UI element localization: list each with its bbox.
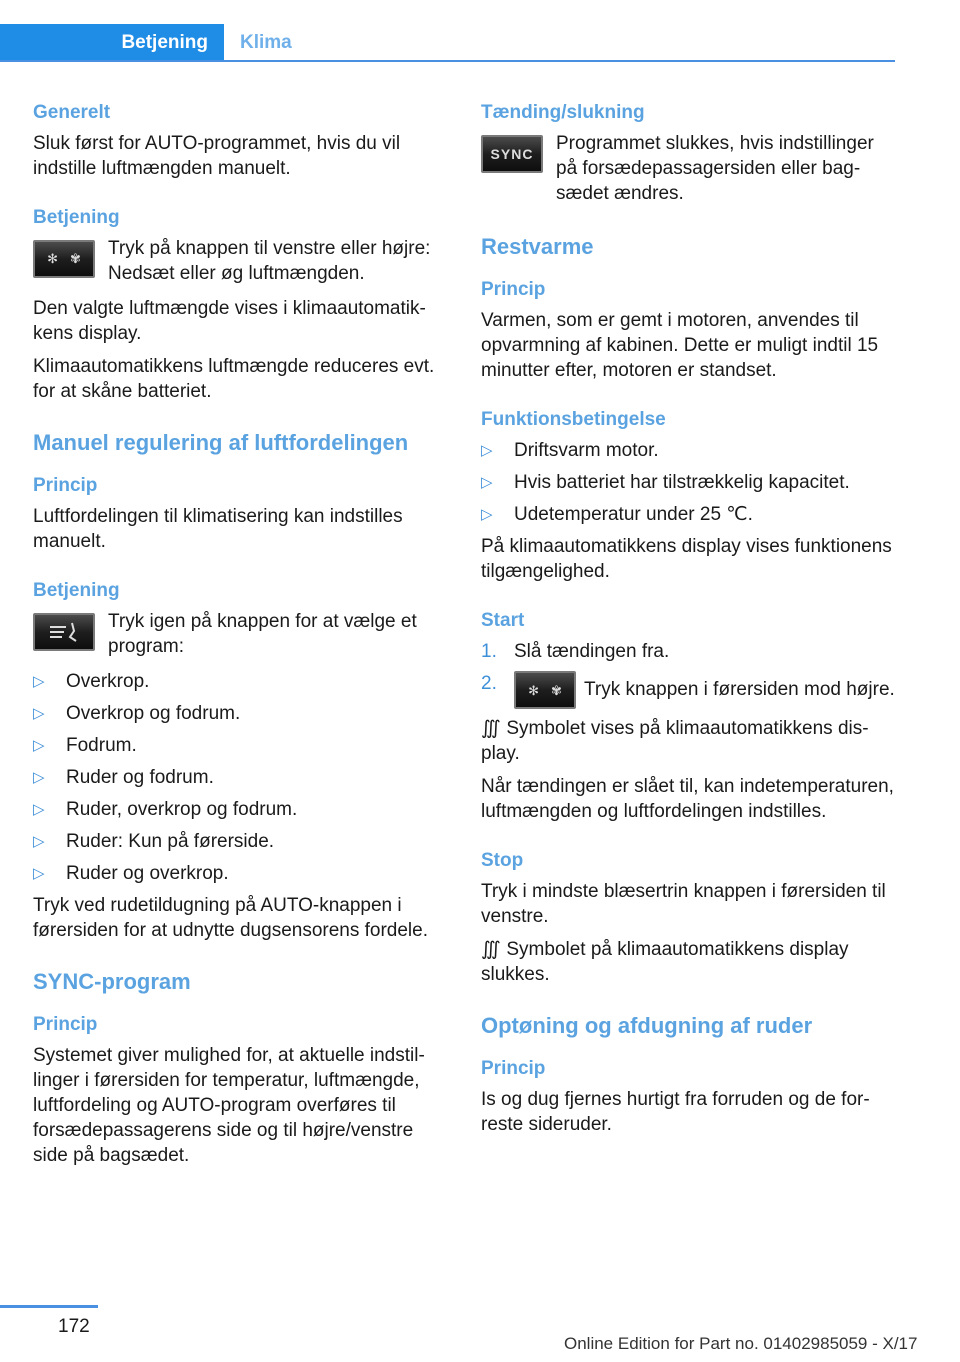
triangle-bullet-icon: ▷ <box>33 673 45 690</box>
sync-button-icon: SYNC <box>481 135 543 173</box>
availability-text: På klimaautomatikkens display vises funktionens tilgængelighed. <box>481 536 892 582</box>
triangle-bullet-icon: ▷ <box>481 442 493 459</box>
sync-princip-text: Systemet giver mulighed for, at aktuelle indstillinger i førersiden for temperatur, luftmængde, luftfordeling og AUTO-program overføres til forsædepassagerens side og til højre/venstre side på bagsædet. <box>33 1045 425 1166</box>
page-number: 172 <box>58 1316 90 1337</box>
heading-princip: Princip <box>33 475 98 496</box>
sync-button-paragraph <box>481 131 895 206</box>
air-distribution-button-icon <box>33 613 95 651</box>
generelt-text: Sluk først for AUTO-programmet, hvis du vil indstille luftmængden manuelt. <box>33 133 401 179</box>
list-item: ▷ Ruder og fodrum. <box>33 767 214 788</box>
symbol-off-text: ∭ Symbolet på klimaautomatikkens display slukkes. <box>481 939 849 985</box>
manuel-princip-text: Luftfordelingen til klimatisering kan indstilles manuelt. <box>33 506 403 552</box>
triangle-bullet-icon: ▷ <box>33 865 45 882</box>
list-item: ▷ Overkrop. <box>33 671 150 692</box>
list-item: ▷ Driftsvarm motor. <box>481 440 659 461</box>
fan-button-text: Tryk på knappen til venstre eller højre: Nedsæt eller øg luftmængden. <box>108 238 431 284</box>
list-item: 1. Slå tændingen fra. <box>481 641 670 662</box>
list-item: ▷ Ruder og overkrop. <box>33 863 229 884</box>
luftmaengde-display-text: Den valgte luftmængde vises i klimaautomatikkens display. <box>33 298 426 344</box>
list-item: ▷ Hvis batteriet har tilstrækkelig kapacitet. <box>481 472 850 493</box>
symbol-on-text: ∭ Symbolet vises på klimaautomatikkens display. <box>481 718 869 764</box>
triangle-bullet-icon: ▷ <box>33 737 45 754</box>
airflow-button-paragraph <box>33 609 451 659</box>
left-column <box>33 100 451 1176</box>
title-restvarme: Restvarme <box>481 234 594 259</box>
heading-princip-optoning: Princip <box>481 1058 546 1079</box>
fan-off-button-icon: ✻ ✾ <box>33 240 95 278</box>
triangle-bullet-icon: ▷ <box>33 705 45 722</box>
footer-rule <box>0 1305 98 1308</box>
program-list <box>33 669 451 886</box>
triangle-bullet-icon: ▷ <box>33 833 45 850</box>
list-item: 2. ✻ ✾ Tryk knappen i førersiden mod højre. <box>481 671 895 709</box>
airflow-button-text: Tryk igen på knappen for at vælge et program: <box>108 611 417 657</box>
stop-text: Tryk i mindste blæsertrin knappen i førersiden til venstre. <box>481 881 886 927</box>
ignition-text: Når tændingen er slået til, kan indetemperaturen, luftmængden og luftfordelingen indstilles. <box>481 776 894 822</box>
list-item: ▷ Ruder: Kun på førerside. <box>33 831 275 852</box>
fan-off-button-icon: ✻ ✾ <box>514 671 576 709</box>
luftmaengde-reduced-text: Klimaautomatikkens luftmængde reduceres evt. for at skåne batteriet. <box>33 356 435 402</box>
triangle-bullet-icon: ▷ <box>33 769 45 786</box>
heading-stop: Stop <box>481 850 524 871</box>
optoning-text: Is og dug fjernes hurtigt fra forruden og de forreste sideruder. <box>481 1089 870 1135</box>
heading-betjening: Betjening <box>33 207 120 228</box>
sync-off-text: Programmet slukkes, hvis indstillinger på forsædepassagersiden eller bagsædet ændres. <box>556 133 874 204</box>
defog-note: Tryk ved rudetildugning på AUTO-knappen i førersiden for at udnytte dugsensorens fordele. <box>33 895 429 941</box>
triangle-bullet-icon: ▷ <box>481 506 493 523</box>
triangle-bullet-icon: ▷ <box>33 801 45 818</box>
edition-text: Online Edition for Part no. 01402985059 - X/17 <box>564 1334 918 1353</box>
heat-symbol-icon: ∭ <box>481 718 502 739</box>
title-sync-program: SYNC-program <box>33 969 191 994</box>
chapter-header <box>0 24 895 62</box>
start-steps <box>481 639 895 709</box>
heading-princip-sync: Princip <box>33 1014 98 1035</box>
list-item: ▷ Overkrop og fodrum. <box>33 703 241 724</box>
heading-betjening-2: Betjening <box>33 580 120 601</box>
section-tab: Betjening <box>0 24 224 62</box>
heading-princip-restvarme: Princip <box>481 279 546 300</box>
fan-button-paragraph <box>33 236 451 286</box>
chapter-tab: Klima <box>240 32 292 53</box>
heading-generelt: Generelt <box>33 102 111 123</box>
title-manuel-regulering: Manuel regulering af luftfordelingen <box>33 430 409 455</box>
list-item: ▷ Fodrum. <box>33 735 137 756</box>
right-column <box>481 100 895 1145</box>
list-item: ▷ Ruder, overkrop og fodrum. <box>33 799 298 820</box>
list-item: ▷ Udetemperatur under 25 ℃. <box>481 504 753 525</box>
heat-symbol-icon: ∭ <box>481 939 502 960</box>
heading-funktionsbetingelse: Funktionsbetingelse <box>481 409 666 430</box>
conditions-list <box>481 438 895 527</box>
restvarme-princip-text: Varmen, som er gemt i motoren, anvendes til opvarmning af kabinen. Dette er muligt indtil 15 minutter efter, motoren er standset. <box>481 310 879 381</box>
triangle-bullet-icon: ▷ <box>481 474 493 491</box>
title-optoning: Optøning og afdugning af ruder <box>481 1013 813 1038</box>
heading-start: Start <box>481 610 525 631</box>
heading-taending: Tænding/slukning <box>481 102 645 123</box>
header-rule <box>0 60 895 62</box>
